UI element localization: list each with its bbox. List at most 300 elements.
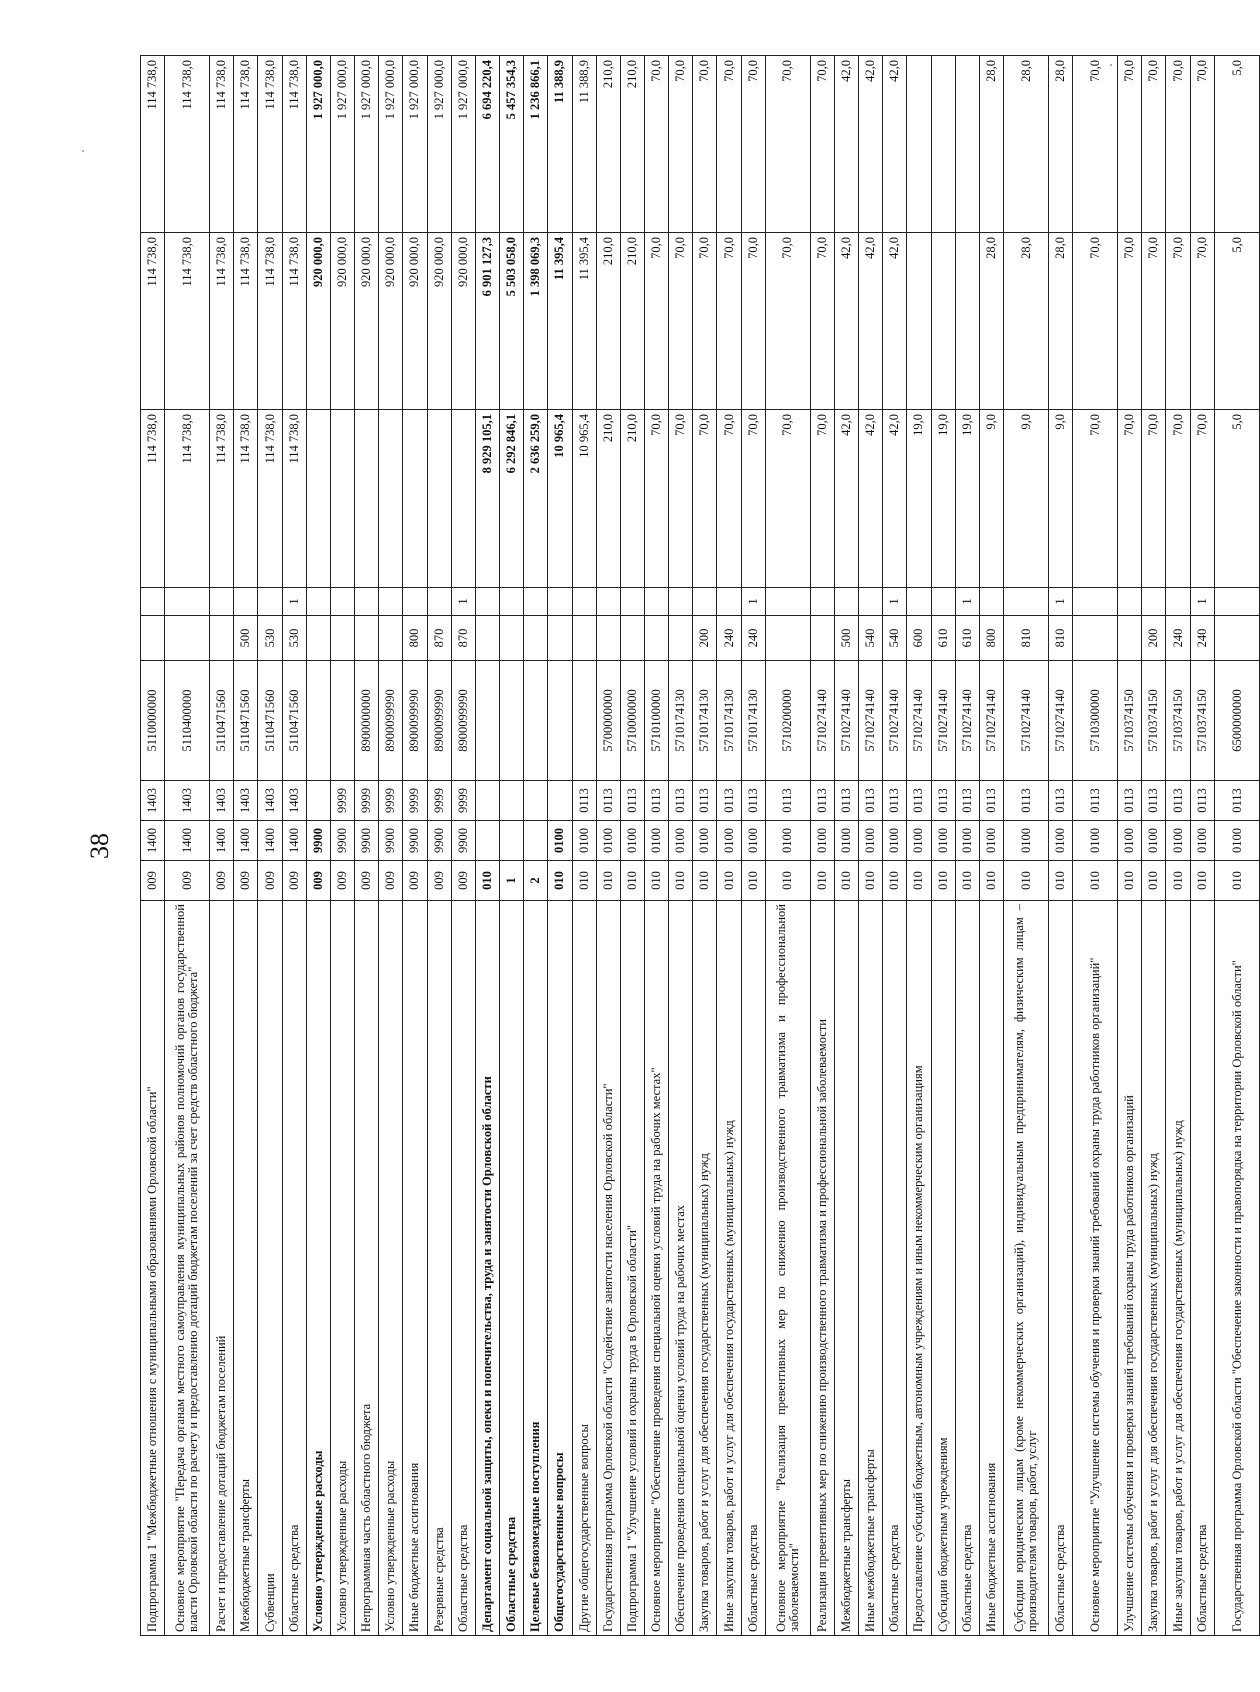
col-value-2: 6 901 127,3 [475, 233, 499, 410]
col-mark [572, 588, 596, 616]
col-gr: 010 [1004, 861, 1049, 901]
table-row [1215, 56, 1260, 1636]
col-type [355, 616, 379, 661]
col-value-3: 42,0 [883, 56, 907, 233]
col-value-3: 5 457 354,3 [500, 56, 524, 233]
col-rz: 1400 [210, 821, 234, 861]
row-name: Резервные средства [427, 901, 451, 1636]
col-pr [500, 781, 524, 821]
col-rz: 0100 [1166, 821, 1190, 861]
col-value-1: 70,0 [1118, 410, 1142, 588]
col-value-2 [955, 233, 979, 410]
col-pr: 0113 [883, 781, 907, 821]
col-value-2: 70,0 [741, 233, 765, 410]
col-pr: 0113 [717, 781, 741, 821]
col-mark [931, 588, 955, 616]
col-target: 5110000000 [141, 661, 165, 781]
row-name: Улучшение системы обучения и проверки знаний требований охраны труда работников организаций [1118, 901, 1142, 1636]
col-gr: 010 [1049, 861, 1073, 901]
col-value-2: 920 000,0 [403, 233, 427, 410]
page-number: 38 [85, 833, 114, 859]
col-mark [620, 588, 644, 616]
col-value-2: 920 000,0 [306, 233, 330, 410]
col-value-3: 1 927 000,0 [355, 56, 379, 233]
col-pr: 0113 [979, 781, 1003, 821]
col-gr: 010 [1073, 861, 1118, 901]
table-row [403, 56, 427, 1636]
table-row [765, 56, 810, 1636]
col-target: 5710174130 [717, 661, 741, 781]
col-value-2: 70,0 [693, 233, 717, 410]
col-target: 5710174130 [669, 661, 693, 781]
col-value-3 [907, 56, 931, 233]
col-value-1: 8 929 105,1 [475, 410, 499, 588]
col-pr: 0113 [1190, 781, 1214, 821]
col-type [379, 616, 403, 661]
table-row [330, 56, 354, 1636]
col-rz: 0100 [717, 821, 741, 861]
col-target: 5710274140 [859, 661, 883, 781]
col-target: 5110471560 [282, 661, 306, 781]
col-pr: 9999 [330, 781, 354, 821]
col-value-2: 70,0 [717, 233, 741, 410]
col-gr: 010 [717, 861, 741, 901]
col-mark [524, 588, 548, 616]
col-rz: 9900 [403, 821, 427, 861]
col-rz: 0100 [1073, 821, 1118, 861]
col-pr: 0113 [907, 781, 931, 821]
col-value-1: 70,0 [644, 410, 668, 588]
table-row [859, 56, 883, 1636]
col-value-2 [931, 233, 955, 410]
table-row [1004, 56, 1049, 1636]
col-value-2: 11 395,4 [572, 233, 596, 410]
table-row [979, 56, 1003, 1636]
scan-dot [82, 150, 84, 152]
table-row [834, 56, 858, 1636]
row-name: Межбюджетные трансферты [234, 901, 258, 1636]
col-type [500, 616, 524, 661]
col-mark [644, 588, 668, 616]
col-type: 800 [979, 616, 1003, 661]
col-type: 240 [1190, 616, 1214, 661]
col-gr: 010 [1166, 861, 1190, 901]
row-name: Обеспечение проведения специальной оценки условий труда на рабочих местах [669, 901, 693, 1636]
row-name: Иные закупки товаров, работ и услуг для обеспечения государственных (муниципальных) нужд [1166, 901, 1190, 1636]
col-value-1 [427, 410, 451, 588]
col-gr: 009 [306, 861, 330, 901]
col-value-3: 114 738,0 [282, 56, 306, 233]
budget-table-body [141, 56, 1260, 1636]
table-row [883, 56, 907, 1636]
col-pr: 9999 [427, 781, 451, 821]
budget-table-rotated [140, 56, 1260, 1636]
col-mark [427, 588, 451, 616]
col-pr: 0113 [596, 781, 620, 821]
col-pr: 1403 [282, 781, 306, 821]
col-type: 810 [1004, 616, 1049, 661]
col-mark [596, 588, 620, 616]
row-name: Основное мероприятие "Реализация превентивных мер по снижению производственного травматизма и профессиональной заболеваемости" [765, 901, 810, 1636]
row-name: Субсидии юридическим лицам (кроме некоммерческих организаций), индивидуальным предпринимателям, физическим лицам – производителям товаров, работ, услуг [1004, 901, 1049, 1636]
row-name: Общегосударственные вопросы [548, 901, 572, 1636]
col-rz: 0100 [883, 821, 907, 861]
col-type [548, 616, 572, 661]
col-value-2: 210,0 [596, 233, 620, 410]
row-name: Субсидии бюджетным учреждениям [931, 901, 955, 1636]
col-type [765, 616, 810, 661]
col-value-1: 114 738,0 [234, 410, 258, 588]
col-gr: 010 [834, 861, 858, 901]
col-mark [141, 588, 165, 616]
col-gr: 009 [451, 861, 475, 901]
col-target: 5700000000 [596, 661, 620, 781]
col-value-1 [451, 410, 475, 588]
col-target: 5710274140 [883, 661, 907, 781]
col-value-3: 28,0 [979, 56, 1003, 233]
row-name: Иные бюджетные ассигнования [979, 901, 1003, 1636]
col-value-2: 920 000,0 [427, 233, 451, 410]
row-name: Департамент социальной защиты, опеки и попечительства, труда и занятости Орловской области [475, 901, 499, 1636]
col-value-1: 5,0 [1215, 410, 1260, 588]
col-target: 5710274140 [1004, 661, 1049, 781]
col-value-1: 70,0 [810, 410, 834, 588]
col-type [141, 616, 165, 661]
col-target: 8900099990 [427, 661, 451, 781]
col-rz: 0100 [620, 821, 644, 861]
col-rz: 0100 [1004, 821, 1049, 861]
col-value-3: 114 738,0 [210, 56, 234, 233]
col-target: 5710200000 [765, 661, 810, 781]
col-target: 5710174130 [741, 661, 765, 781]
col-value-3: 210,0 [620, 56, 644, 233]
col-pr: 1403 [141, 781, 165, 821]
col-target: 5110471560 [234, 661, 258, 781]
col-gr: 010 [644, 861, 668, 901]
row-name: Субвенции [258, 901, 282, 1636]
table-row [355, 56, 379, 1636]
col-value-3 [931, 56, 955, 233]
col-rz: 0100 [669, 821, 693, 861]
col-target: 5710274140 [834, 661, 858, 781]
row-name: Иные закупки товаров, работ и услуг для обеспечения государственных (муниципальных) нужд [717, 901, 741, 1636]
table-row [210, 56, 234, 1636]
col-value-3: 11 388,9 [572, 56, 596, 233]
col-target: 5710374150 [1142, 661, 1166, 781]
col-gr: 009 [258, 861, 282, 901]
col-mark [1073, 588, 1118, 616]
col-rz: 0100 [644, 821, 668, 861]
col-mark: 1 [883, 588, 907, 616]
col-pr: 0113 [1073, 781, 1118, 821]
col-value-1: 210,0 [596, 410, 620, 588]
col-mark [548, 588, 572, 616]
row-name: Иные бюджетные ассигнования [403, 901, 427, 1636]
col-type: 800 [403, 616, 427, 661]
col-rz: 1400 [282, 821, 306, 861]
col-target [572, 661, 596, 781]
col-value-2: 920 000,0 [355, 233, 379, 410]
col-value-1: 70,0 [1142, 410, 1166, 588]
col-type [644, 616, 668, 661]
col-rz: 0100 [1142, 821, 1166, 861]
col-target: 5710274140 [979, 661, 1003, 781]
row-name: Областные средства [883, 901, 907, 1636]
col-pr: 9999 [451, 781, 475, 821]
table-row [258, 56, 282, 1636]
table-row [596, 56, 620, 1636]
col-pr: 0113 [620, 781, 644, 821]
col-rz: 0100 [931, 821, 955, 861]
col-value-1: 70,0 [717, 410, 741, 588]
col-value-3: 70,0 [644, 56, 668, 233]
row-name: Условно утвержденные расходы [306, 901, 330, 1636]
scan-dot [1110, 64, 1112, 66]
col-target [330, 661, 354, 781]
row-name: Государственная программа Орловской области "Содействие занятости населения Орловской области" [596, 901, 620, 1636]
row-name: Областные средства [741, 901, 765, 1636]
col-mark: 1 [1190, 588, 1214, 616]
col-value-2: 42,0 [834, 233, 858, 410]
col-mark: 1 [741, 588, 765, 616]
col-target: 5710174130 [693, 661, 717, 781]
col-value-2: 70,0 [1073, 233, 1118, 410]
table-row [717, 56, 741, 1636]
col-pr: 0113 [810, 781, 834, 821]
col-type [620, 616, 644, 661]
col-value-3: 1 927 000,0 [306, 56, 330, 233]
row-name: Условно утвержденные расходы [379, 901, 403, 1636]
col-value-3: 42,0 [859, 56, 883, 233]
col-target [306, 661, 330, 781]
col-rz: 9900 [330, 821, 354, 861]
col-pr: 0113 [572, 781, 596, 821]
table-row [165, 56, 210, 1636]
col-pr: 0113 [834, 781, 858, 821]
table-row [548, 56, 572, 1636]
col-pr: 0113 [1118, 781, 1142, 821]
col-pr: 1403 [210, 781, 234, 821]
col-target: 5710000000 [620, 661, 644, 781]
col-pr: 9999 [355, 781, 379, 821]
col-target: 5110471560 [210, 661, 234, 781]
col-pr: 0113 [1004, 781, 1049, 821]
row-name: Другие общегосударственные вопросы [572, 901, 596, 1636]
col-target: 8900099990 [403, 661, 427, 781]
col-target: 5110471560 [258, 661, 282, 781]
col-value-3: 114 738,0 [234, 56, 258, 233]
col-value-2: 210,0 [620, 233, 644, 410]
col-rz: 0100 [765, 821, 810, 861]
row-name: Межбюджетные трансферты [834, 901, 858, 1636]
table-row [669, 56, 693, 1636]
col-mark: 1 [1049, 588, 1073, 616]
col-rz: 9900 [379, 821, 403, 861]
col-value-2: 28,0 [1004, 233, 1049, 410]
col-value-2 [907, 233, 931, 410]
col-gr: 010 [596, 861, 620, 901]
col-rz: 9900 [306, 821, 330, 861]
col-value-3: 42,0 [834, 56, 858, 233]
col-target [524, 661, 548, 781]
col-target: 5710300000 [1073, 661, 1118, 781]
col-type [306, 616, 330, 661]
col-mark [475, 588, 499, 616]
col-value-1: 70,0 [1073, 410, 1118, 588]
col-value-3: 70,0 [1166, 56, 1190, 233]
col-gr: 1 [500, 861, 524, 901]
col-rz: 9900 [427, 821, 451, 861]
col-rz: 0100 [810, 821, 834, 861]
col-value-1: 10 965,4 [572, 410, 596, 588]
col-rz: 0100 [834, 821, 858, 861]
col-gr: 010 [620, 861, 644, 901]
col-gr: 009 [403, 861, 427, 901]
row-name: Реализация превентивных мер по снижению производственного травматизма и профессиональной заболеваемости [810, 901, 834, 1636]
col-mark [1142, 588, 1166, 616]
col-gr: 010 [669, 861, 693, 901]
col-target: 8900099990 [451, 661, 475, 781]
col-mark [379, 588, 403, 616]
col-value-3: 70,0 [1073, 56, 1118, 233]
table-row [1190, 56, 1214, 1636]
col-value-1: 2 636 259,0 [524, 410, 548, 588]
col-pr [475, 781, 499, 821]
col-mark [907, 588, 931, 616]
col-value-3: 28,0 [1049, 56, 1073, 233]
col-value-3: 11 388,9 [548, 56, 572, 233]
col-value-2: 70,0 [1142, 233, 1166, 410]
table-row [955, 56, 979, 1636]
col-type [572, 616, 596, 661]
col-value-1: 19,0 [955, 410, 979, 588]
col-type [475, 616, 499, 661]
col-value-3: 70,0 [693, 56, 717, 233]
row-name: Областные средства [282, 901, 306, 1636]
col-mark [1004, 588, 1049, 616]
col-value-1: 70,0 [741, 410, 765, 588]
col-value-3: 28,0 [1004, 56, 1049, 233]
col-value-3 [955, 56, 979, 233]
col-type: 870 [451, 616, 475, 661]
col-value-1: 42,0 [834, 410, 858, 588]
col-rz: 0100 [1190, 821, 1214, 861]
col-value-1: 70,0 [669, 410, 693, 588]
row-name: Расчет и предоставление дотаций бюджетам поселений [210, 901, 234, 1636]
col-type [1215, 616, 1260, 661]
col-gr: 009 [379, 861, 403, 901]
col-value-1: 114 738,0 [282, 410, 306, 588]
col-value-2: 42,0 [859, 233, 883, 410]
col-value-3: 6 694 220,4 [475, 56, 499, 233]
table-row [1166, 56, 1190, 1636]
col-target [500, 661, 524, 781]
col-type [1118, 616, 1142, 661]
col-pr: 0113 [859, 781, 883, 821]
col-target: 8900000000 [355, 661, 379, 781]
col-type: 530 [258, 616, 282, 661]
col-value-1: 114 738,0 [165, 410, 210, 588]
row-name: Областные средства [1049, 901, 1073, 1636]
col-gr: 010 [1142, 861, 1166, 901]
col-mark [1166, 588, 1190, 616]
col-value-3: 1 927 000,0 [330, 56, 354, 233]
col-value-2: 114 738,0 [141, 233, 165, 410]
col-value-1: 19,0 [907, 410, 931, 588]
col-gr: 010 [810, 861, 834, 901]
table-row [379, 56, 403, 1636]
table-row [524, 56, 548, 1636]
col-value-2: 1 398 069,3 [524, 233, 548, 410]
col-value-2: 114 738,0 [210, 233, 234, 410]
col-value-3: 70,0 [669, 56, 693, 233]
col-gr: 010 [741, 861, 765, 901]
col-mark [500, 588, 524, 616]
col-type: 600 [907, 616, 931, 661]
table-row [475, 56, 499, 1636]
col-value-1 [355, 410, 379, 588]
col-gr: 010 [955, 861, 979, 901]
col-pr [524, 781, 548, 821]
row-name: Областные средства [451, 901, 475, 1636]
col-value-3: 1 927 000,0 [379, 56, 403, 233]
table-row [306, 56, 330, 1636]
table-row [810, 56, 834, 1636]
table-row [1073, 56, 1118, 1636]
col-pr: 0113 [1142, 781, 1166, 821]
col-value-2: 28,0 [979, 233, 1003, 410]
col-value-3: 70,0 [741, 56, 765, 233]
col-gr: 010 [907, 861, 931, 901]
col-value-1: 114 738,0 [258, 410, 282, 588]
col-value-2: 70,0 [765, 233, 810, 410]
col-rz: 1400 [165, 821, 210, 861]
col-value-1 [379, 410, 403, 588]
col-value-2: 70,0 [1190, 233, 1214, 410]
col-pr: 0113 [644, 781, 668, 821]
col-type: 500 [834, 616, 858, 661]
col-target: 5710274140 [955, 661, 979, 781]
col-value-1: 210,0 [620, 410, 644, 588]
col-rz: 0100 [741, 821, 765, 861]
col-value-2: 5 503 058,0 [500, 233, 524, 410]
col-mark [234, 588, 258, 616]
col-value-2: 11 395,4 [548, 233, 572, 410]
col-value-1: 9,0 [979, 410, 1003, 588]
col-value-2: 920 000,0 [379, 233, 403, 410]
row-name: Основное мероприятие "Передача органам местного самоуправления муниципальных районов полномочий органов государственной власти Орловской области по расчету и предоставлению дотаций бюджетам поселений за счет средств областного бюджета" [165, 901, 210, 1636]
col-pr [548, 781, 572, 821]
col-value-1: 9,0 [1004, 410, 1049, 588]
table-row [931, 56, 955, 1636]
col-mark [210, 588, 234, 616]
table-row [693, 56, 717, 1636]
row-name: Областные средства [1190, 901, 1214, 1636]
col-target: 8900099990 [379, 661, 403, 781]
col-gr: 010 [1215, 861, 1260, 901]
col-value-2: 114 738,0 [258, 233, 282, 410]
row-name: Условно утвержденные расходы [330, 901, 354, 1636]
col-type: 530 [282, 616, 306, 661]
col-value-2: 114 738,0 [234, 233, 258, 410]
col-gr: 009 [330, 861, 354, 901]
col-pr: 9999 [403, 781, 427, 821]
col-pr: 0113 [741, 781, 765, 821]
col-type: 540 [883, 616, 907, 661]
col-target [548, 661, 572, 781]
col-target: 5710274140 [931, 661, 955, 781]
col-value-2: 70,0 [644, 233, 668, 410]
